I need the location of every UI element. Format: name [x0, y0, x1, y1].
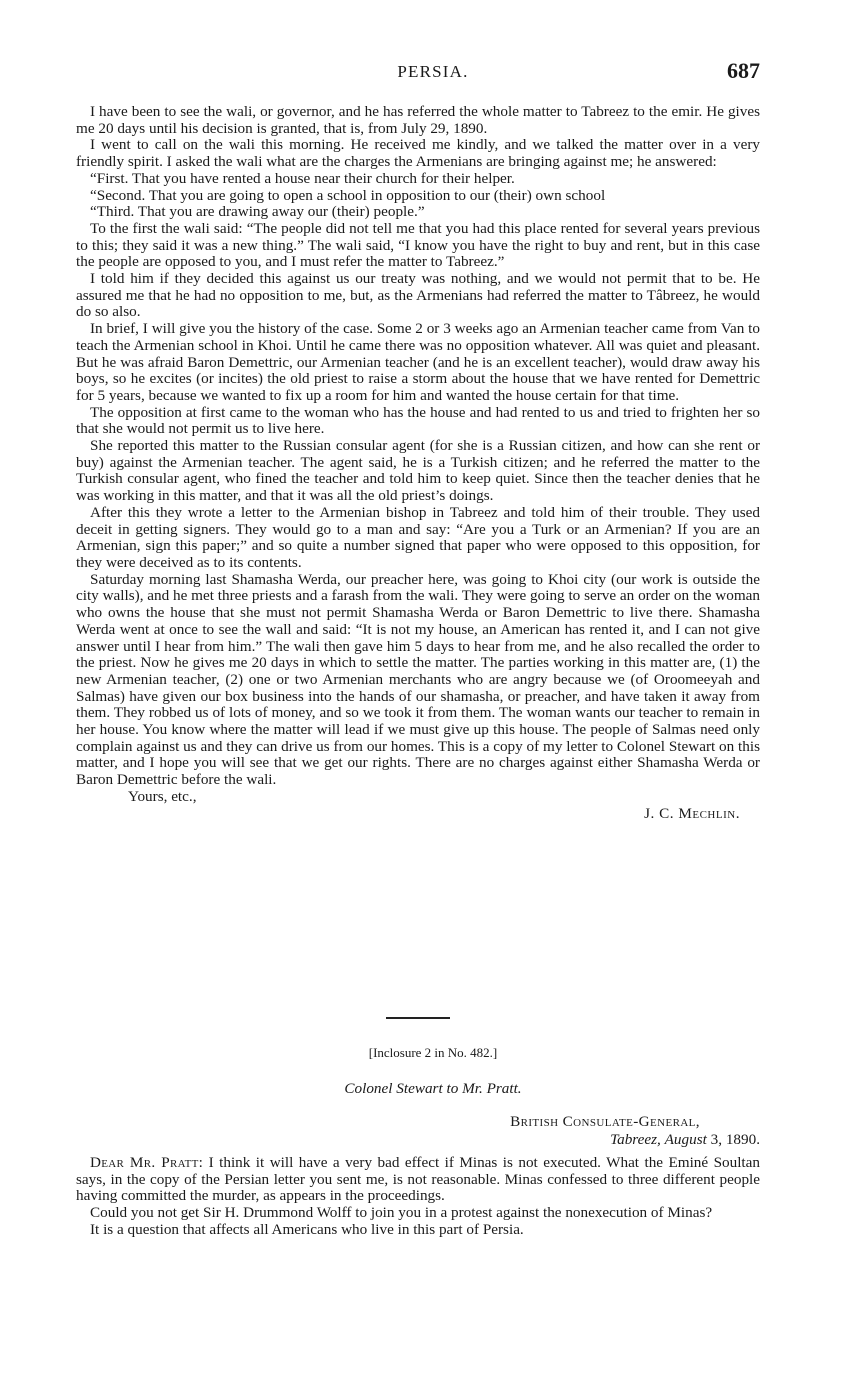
address-month: August: [664, 1131, 707, 1148]
section-divider: [386, 1017, 450, 1019]
address-day-year: 3, 1890.: [710, 1131, 760, 1148]
paragraph: I went to call on the wali this morning. He received me kindly, and we talked the matter over in a very friendly spirit. I asked the wali what are the charges the Armenians are bringing against me; he answered:: [76, 136, 760, 171]
closing: Yours, etc.,: [128, 787, 197, 805]
address-place: [510, 1131, 760, 1149]
paragraph: After this they wrote a letter to the Armenian bishop in Tabreez and told him of their trouble. They used deceit in getting signers. They would go to a man and say: “Are you a Turk or an Armenian? If you are an Armenian, sign this paper;” and so quite a number signed that paper who were opposed to this opposition, for they were deceived as to its contents.: [76, 503, 760, 571]
inclosure-label: [Inclosure 2 in No. 482.]: [368, 1045, 498, 1060]
running-head: [0, 58, 866, 84]
signoff: [76, 789, 760, 822]
letter-heading: Colonel Stewart to Mr. Pratt.: [344, 1080, 522, 1097]
letter-address: [510, 1113, 760, 1149]
signature: J. C. Mechlin.: [644, 804, 740, 822]
page-number: 687: [727, 58, 760, 83]
second-letter-body: [76, 1155, 760, 1239]
paragraph: “Second. That you are going to open a school in opposition to our (their) own school: [90, 186, 606, 204]
paragraph: It is a question that affects all Americans who live in this part of Persia.: [90, 1220, 524, 1238]
paragraph: Could you not get Sir H. Drummond Wolff to join you in a protest against the nonexecution of Minas?: [90, 1204, 713, 1222]
paragraph: “Third. That you are drawing away our (their) people.”: [90, 203, 425, 221]
letter-body: [76, 104, 760, 822]
salutation: Dear Mr. Pratt:: [90, 1154, 204, 1171]
running-title: PERSIA.: [397, 62, 469, 81]
paragraph: In brief, I will give you the history of the case. Some 2 or 3 weeks ago an Armenian teacher came from Van to teach the Armenian school in Khoi. Until he came there was no opposition whatever. All was quiet and pleasant. But he was afraid Baron Demettric, our Armenian teacher (and he is an excellent teacher), would draw away his boys, so he excites (or incites) the old priest to raise a storm about the house that we have rented for Demettric for 5 years, because we wanted to fix up a room for him and wanted the house certain for that time.: [76, 320, 760, 404]
address-org: British Consulate-General,: [510, 1113, 700, 1130]
paragraph: [76, 1155, 760, 1205]
paragraph: I have been to see the wali, or governor, and he has referred the whole matter to Tabreez to the emir. He gives me 20 days until his decision is granted, that is, from July 29, 1890.: [76, 103, 760, 137]
paragraph: The opposition at first came to the woman who has the house and had rented to us and tried to frighten her so that she would not permit us to live here.: [76, 403, 760, 438]
address-city: Tabreez,: [610, 1131, 661, 1148]
paragraph: To the first the wali said: “The people did not tell me that you had this place rented for several years previous to this; they said it was a new thing.” The wali said, “I know you have the right to buy and rent, but in this case the people are opposed to you, and I must refer the matter to Tabreez.”: [76, 219, 760, 271]
paragraph: “First. That you have rented a house near their church for their helper.: [90, 169, 515, 187]
paragraph-text: I think it will have a very bad effect if Minas is not executed. What the Eminé Soultan says, in the copy of the Persian letter you sent me, is not reasonable. Minas confessed to three different people having committed the murder, as appears in the proceedings.: [76, 1154, 760, 1205]
paragraph: Saturday morning last Shamasha Werda, our preacher here, was going to Khoi city (our work is outside the city walls), and he met three priests and a farash from the wali. They were going to serve an order on the woman who owns the house that she must not permit Shamasha Werda or Baron Demettric to live there. Shamasha Werda went at once to see the wall and said: “It is not my house, an American has rented it, and I can not give answer until I hear from him.” The wali then gave him 5 days to hear from me, and he also recalled the order to the priest. Now he gives me 20 days in which to settle the matter. The parties working in this matter are, (1) the new Armenian teacher, (2) one or two Armenian merchants who are angry because we (of Oroomeeyah and Salmas) have given our box business into the hands of our shamasha, or preacher, and have taken it away from them. They robbed us of lots of money, and so we took it from them. The woman wants our teacher to remain in her house. You know where the matter will lead if we must give up this house. The people of Salmas need only complain against us and they can drive us from our homes. This is a copy of my letter to Colonel Stewart on this matter, and I hope you will see that we get our rights. There are no charges against either Shamasha Werda or Baron Demettric before the wali.: [76, 570, 760, 789]
paragraph: I told him if they decided this against us our treaty was nothing, and we would not permit that to be. He assured me that he had no opposition to me, but, as the Armenians had referred the matter to Tâbreez, he would do so also.: [76, 270, 760, 321]
paragraph: She reported this matter to the Russian consular agent (for she is a Russian citizen, and how can she rent or buy) against the Armenian teacher. The agent said, he is a Turkish citizen; and he referred the matter to the Turkish consular agent, who fined the teacher and told him to keep quiet. Since then the teacher denies that he was working in this matter, and that it was all the old priest’s doings.: [76, 437, 760, 505]
